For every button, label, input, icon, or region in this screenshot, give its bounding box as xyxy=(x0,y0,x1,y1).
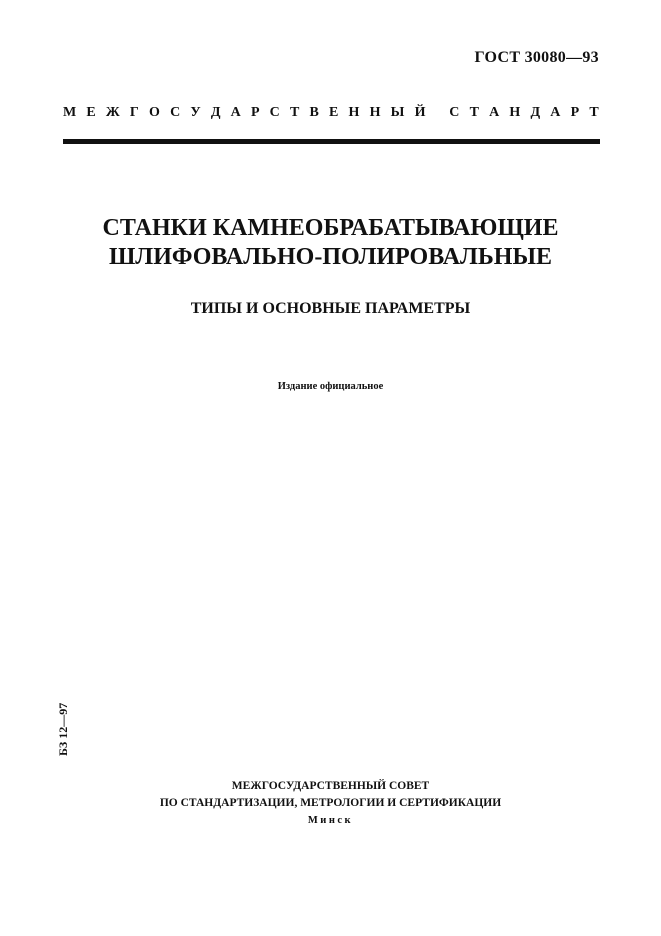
standard-type-letter: Ы xyxy=(390,105,405,120)
title-line-1: СТАНКИ КАМНЕОБРАБАТЫВАЮЩИЕ xyxy=(102,215,559,241)
document-title xyxy=(0,214,661,272)
document-number: ГОСТ 30080—93 xyxy=(474,49,599,66)
edition-label: Издание официальное xyxy=(277,381,384,392)
standard-type-letter: А xyxy=(489,105,500,120)
title-line-2: ШЛИФОВАЛЬНО-ПОЛИРОВАЛЬНЫЕ xyxy=(108,244,553,270)
standard-type-letter: М xyxy=(63,105,77,120)
side-code: БЗ 12—97 xyxy=(56,702,70,756)
publisher-line-2: ПО СТАНДАРТИЗАЦИИ, МЕТРОЛОГИИ И СЕРТИФИКАЦИИ xyxy=(159,797,502,809)
standard-type-letter: Т xyxy=(289,105,300,120)
standard-type-letter: Р xyxy=(250,105,260,120)
standard-type-letter: А xyxy=(230,105,241,120)
standard-type-letter: Н xyxy=(509,105,521,120)
standard-type-letter: Г xyxy=(129,105,139,120)
heading-rule xyxy=(63,139,600,144)
standard-type-letter: Р xyxy=(570,105,580,120)
standard-type-letter: У xyxy=(190,105,201,120)
standard-type-letter: О xyxy=(149,105,160,120)
standard-type-letter xyxy=(436,105,440,121)
standard-type-letter: Т xyxy=(589,105,599,120)
standard-type-letter: Н xyxy=(369,105,381,120)
standard-type-letter: Е xyxy=(329,105,339,120)
standard-type-heading xyxy=(63,105,599,121)
standard-type-letter: В xyxy=(309,105,319,120)
publisher-city: Минск xyxy=(307,815,354,826)
standard-type-letter: С xyxy=(269,105,280,120)
standard-type-letter: Т xyxy=(469,105,479,120)
standard-type-letter: Д xyxy=(210,105,221,120)
standard-type-letter: Е xyxy=(86,105,96,120)
standard-type-letter: С xyxy=(449,105,460,120)
standard-type-letter: Н xyxy=(348,105,360,120)
standard-type-letter: Ж xyxy=(105,105,120,120)
document-subtitle: ТИПЫ И ОСНОВНЫЕ ПАРАМЕТРЫ xyxy=(190,300,471,317)
standard-type-letter: С xyxy=(170,105,181,120)
standard-type-letter: Д xyxy=(530,105,541,120)
publisher-line-1: МЕЖГОСУДАРСТВЕННЫЙ СОВЕТ xyxy=(231,780,430,792)
standard-type-letter: Й xyxy=(414,105,426,120)
standard-type-letter: А xyxy=(550,105,561,120)
publisher-block xyxy=(0,778,661,829)
